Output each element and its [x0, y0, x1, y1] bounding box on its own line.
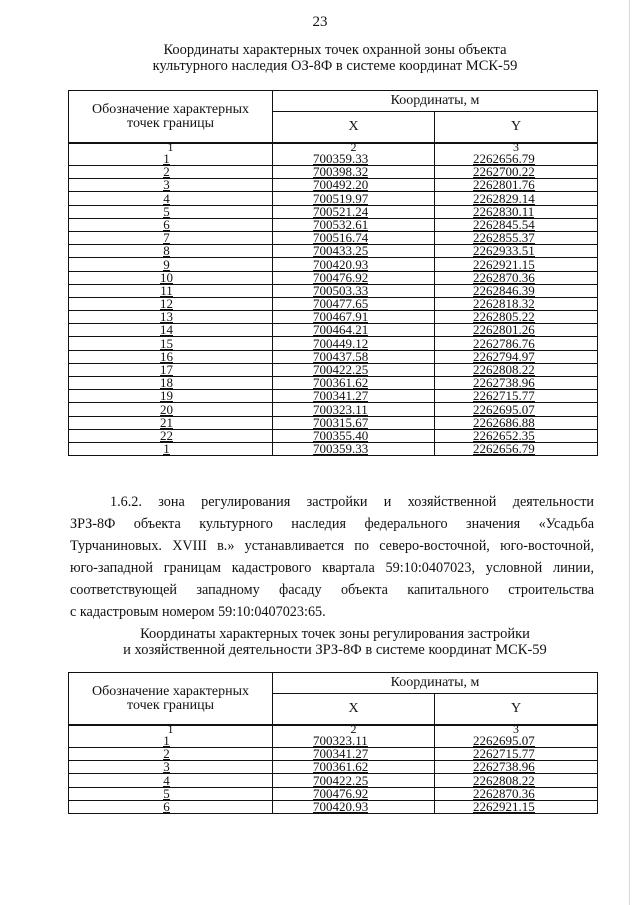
- y-cell-value: 2262830.11: [473, 203, 535, 219]
- x-cell-value: 700361.62: [313, 759, 369, 775]
- y-cell-value: 2262686.88: [473, 414, 535, 430]
- page-edge-line: [629, 0, 630, 905]
- y-cell-value: 2262801.26: [473, 322, 535, 338]
- y-cell-value: 2262818.32: [473, 296, 535, 312]
- y-cell-value: 2262870.36: [473, 269, 535, 285]
- x-cell: [273, 179, 435, 192]
- point-cell-value: 14: [160, 322, 173, 338]
- paragraph-line: Турчаниновых. XVIII в.» устанавливается по северо-восточной, юго-восточной,: [70, 538, 594, 554]
- y-header: Y: [435, 694, 598, 726]
- x-cell-value: 700492.20: [313, 177, 369, 193]
- point-cell: [69, 761, 273, 774]
- column-number: 2: [273, 143, 435, 151]
- x-cell: [273, 442, 435, 455]
- point-cell-value: 19: [160, 388, 173, 404]
- y-cell: [435, 442, 598, 455]
- point-label-header-line1: Обозначение характерных: [92, 683, 249, 699]
- point-cell-value: 2: [163, 164, 170, 180]
- x-cell-value: 700341.27: [313, 388, 369, 404]
- x-cell-value: 700323.11: [313, 401, 368, 417]
- column-number-row: [69, 725, 598, 733]
- point-cell: [69, 748, 273, 761]
- point-cell: [69, 800, 273, 813]
- paragraph-line: юго-западной границам кадастрового квартала 59:10:0407023, условной линии,: [70, 560, 594, 576]
- x-header: X: [273, 694, 435, 726]
- y-cell-value: 2262921.15: [473, 256, 535, 272]
- y-header: Y: [435, 112, 598, 144]
- x-cell-value: 700323.11: [313, 733, 368, 748]
- point-cell: [69, 205, 273, 218]
- y-cell-value: 2262700.22: [473, 164, 535, 180]
- y-cell-value: 2262738.96: [473, 375, 535, 391]
- x-cell: [273, 800, 435, 813]
- point-cell-value: 2: [163, 746, 170, 762]
- coordinates-header: Координаты, м: [273, 91, 598, 112]
- table2-body: [69, 722, 598, 814]
- y-cell-value: 2262801.76: [473, 177, 535, 193]
- y-cell-value: 2262786.76: [473, 335, 535, 351]
- x-cell-value: 700315.67: [313, 414, 369, 430]
- point-cell: [69, 787, 273, 800]
- point-cell-value: 3: [163, 759, 170, 775]
- point-cell-value: 4: [163, 190, 170, 206]
- x-cell-value: 700521.24: [313, 203, 369, 219]
- table1-heading: [70, 42, 600, 74]
- y-cell-value: 2262652.35: [473, 427, 535, 443]
- point-cell-value: 9: [163, 256, 170, 272]
- x-cell-value: 700437.58: [313, 348, 369, 364]
- x-cell-value: 700477.65: [313, 296, 369, 312]
- y-cell-value: 2262845.54: [473, 216, 535, 232]
- point-cell: [69, 231, 273, 244]
- point-cell-value: 1: [163, 151, 170, 166]
- table-row: [69, 761, 598, 774]
- point-cell-value: 11: [160, 282, 173, 298]
- point-cell-value: 6: [163, 216, 170, 232]
- table-row: [69, 442, 598, 455]
- point-cell-value: 6: [163, 798, 170, 814]
- point-cell-value: 3: [163, 177, 170, 193]
- point-cell: [69, 179, 273, 192]
- y-cell: [435, 800, 598, 813]
- x-cell: [273, 761, 435, 774]
- y-cell: [435, 245, 598, 258]
- x-cell-value: 700359.33: [313, 441, 369, 457]
- x-cell-value: 700355.40: [313, 427, 369, 443]
- x-cell: [273, 245, 435, 258]
- table-row: [69, 245, 598, 258]
- column-number: 1: [69, 143, 273, 151]
- x-cell-value: 700422.25: [313, 362, 369, 377]
- x-cell-value: 700341.27: [313, 746, 369, 762]
- y-cell-value: 2262695.07: [473, 401, 535, 417]
- table1-body: [69, 140, 598, 457]
- y-cell: [435, 390, 598, 403]
- point-cell-value: 18: [160, 375, 173, 391]
- x-cell-value: 700420.93: [313, 798, 369, 814]
- x-cell: [273, 324, 435, 337]
- point-label-header: [69, 91, 273, 144]
- x-cell-value: 700361.62: [313, 375, 369, 391]
- y-cell-value: 2262933.51: [473, 243, 535, 259]
- table2-heading-line1: Координаты характерных точек зоны регулирования застройки: [140, 626, 530, 642]
- point-cell-value: 22: [160, 427, 173, 443]
- table-row: [69, 800, 598, 813]
- point-cell-value: 12: [160, 296, 173, 312]
- point-cell: [69, 390, 273, 403]
- table-row: [69, 390, 598, 403]
- x-cell-value: 700398.32: [313, 164, 369, 180]
- x-cell-value: 700433.25: [313, 243, 369, 259]
- y-cell: [435, 761, 598, 774]
- point-cell-value: 21: [160, 414, 173, 430]
- y-cell: [435, 179, 598, 192]
- table2-heading-line2: и хозяйственной деятельности ЗРЗ-8Ф в системе координат МСК-59: [123, 642, 547, 658]
- y-cell-value: 2262808.22: [473, 362, 535, 377]
- point-cell: [69, 429, 273, 442]
- point-label-header-line2: точек границы: [127, 115, 214, 131]
- regulation-zone-coordinates-table: [68, 672, 598, 814]
- paragraph-line: 1.6.2. зона регулирования застройки и хозяйственной деятельности: [110, 494, 594, 510]
- point-cell-value: 8: [163, 243, 170, 259]
- y-cell-value: 2262855.37: [473, 230, 535, 246]
- point-cell-value: 13: [160, 309, 173, 325]
- y-cell-value: 2262829.14: [473, 190, 535, 206]
- column-number: 2: [273, 725, 435, 733]
- point-cell-value: 16: [160, 348, 173, 364]
- page-number: 23: [312, 14, 328, 30]
- column-number: 3: [435, 143, 598, 151]
- point-cell-value: 4: [163, 772, 170, 788]
- x-cell-value: 700464.21: [313, 322, 369, 338]
- coordinates-header: Координаты, м: [273, 673, 598, 694]
- x-cell: [273, 390, 435, 403]
- paragraph-line: соответствующей западному фасаду объекта капитального строительства: [70, 582, 594, 598]
- y-cell-value: 2262656.79: [473, 151, 535, 166]
- table1-heading-line1: Координаты характерных точек охранной зоны объекта: [163, 42, 507, 58]
- x-header: X: [273, 112, 435, 144]
- y-cell-value: 2262921.15: [473, 798, 535, 814]
- point-cell: [69, 192, 273, 205]
- x-cell-value: 700359.33: [313, 151, 369, 166]
- point-cell: [69, 774, 273, 787]
- point-label-header-line1: Обозначение характерных: [92, 101, 249, 117]
- x-cell-value: 700420.93: [313, 256, 369, 272]
- table-row: [69, 324, 598, 337]
- y-cell-value: 2262695.07: [473, 733, 535, 748]
- point-cell-value: 10: [160, 269, 173, 285]
- table1-heading-line2: культурного наследия ОЗ-8Ф в системе координат МСК-59: [152, 58, 518, 74]
- y-cell-value: 2262846.39: [473, 282, 535, 298]
- y-cell-value: 2262794.97: [473, 348, 535, 364]
- x-cell-value: 700449.12: [313, 335, 369, 351]
- y-cell-value: 2262656.79: [473, 441, 535, 457]
- y-cell: [435, 324, 598, 337]
- y-cell-value: 2262870.36: [473, 785, 535, 801]
- x-cell-value: 700476.92: [313, 269, 369, 285]
- paragraph-line: ЗРЗ-8Ф объекта культурного наследия федерального значения «Усадьба: [70, 516, 594, 532]
- y-cell-value: 2262715.77: [473, 746, 535, 762]
- point-cell-value: 15: [160, 335, 173, 351]
- point-cell-value: 7: [163, 230, 170, 246]
- column-number: 1: [69, 725, 273, 733]
- y-cell-value: 2262715.77: [473, 388, 535, 404]
- y-cell-value: 2262738.96: [473, 759, 535, 775]
- x-cell-value: 700519.97: [313, 190, 369, 206]
- table2-heading: [70, 626, 600, 658]
- column-number: 3: [435, 725, 598, 733]
- point-label-header-line2: точек границы: [127, 697, 214, 713]
- point-cell: [69, 166, 273, 179]
- point-cell-value: 5: [163, 203, 170, 219]
- protection-zone-coordinates-table: [68, 90, 598, 456]
- point-cell-value: 1: [163, 733, 170, 748]
- point-cell: [69, 442, 273, 455]
- point-cell: [69, 324, 273, 337]
- point-cell-value: 1: [163, 441, 170, 457]
- zone-description-paragraph: [70, 491, 594, 623]
- point-cell-value: 5: [163, 785, 170, 801]
- x-cell-value: 700422.25: [313, 772, 369, 788]
- x-cell-value: 700516.74: [313, 230, 369, 246]
- paragraph-line: с кадастровым номером 59:10:0407023:65.: [70, 604, 326, 620]
- x-cell-value: 700503.33: [313, 282, 369, 298]
- point-cell: [69, 245, 273, 258]
- y-cell-value: 2262808.22: [473, 772, 535, 788]
- y-cell-value: 2262805.22: [473, 309, 535, 325]
- point-cell-value: 17: [160, 362, 173, 377]
- point-label-header: [69, 673, 273, 726]
- x-cell-value: 700532.61: [313, 216, 369, 232]
- point-cell-value: 20: [160, 401, 173, 417]
- x-cell-value: 700467.91: [313, 309, 369, 325]
- column-number-row: [69, 143, 598, 151]
- x-cell-value: 700476.92: [313, 785, 369, 801]
- point-cell: [69, 218, 273, 231]
- table-row: [69, 179, 598, 192]
